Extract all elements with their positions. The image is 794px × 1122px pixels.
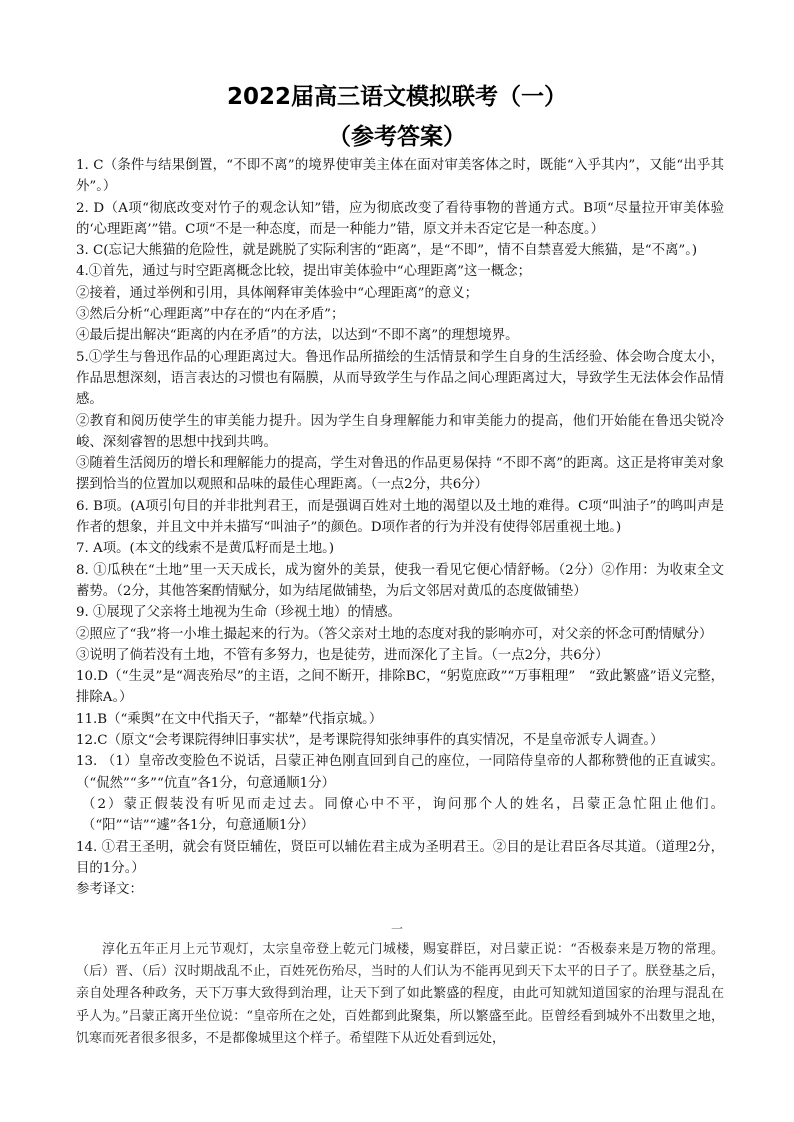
answer-item: 7. A项。(本文的线索不是黄瓜籽而是土地。) [76, 541, 335, 557]
answer-item: 6. B项。(A项引句目的并非批判君王，而是强调百姓对土地的渴望以及土地的难得。C项“叫油子”的鸣叫声是作者的想象，并且文中并未描写“叫油子”的颜色。D项作者的行为并没有使得邻居重视土地。) [76, 498, 724, 536]
answer-item: ③随着生活阅历的增长和理解能力的提高，学生对鲁迅的作品更易保持 “不即不离”的距离。这正是将审美对象摆到恰当的位置加以观照和品味的最佳心理距离。（一点2分，共6分） [76, 456, 724, 493]
document-subtitle: （参考答案） [328, 124, 466, 150]
answer-item: 8. ①瓜秧在“土地”里一天天成长，成为窗外的美景，使我一看见它便心情舒畅。（2分）②作用：为收束全文蓄势。（2分，其他答案酌情赋分，如为结尾做铺垫，为后文邻居对黄瓜的态度做铺垫） [76, 562, 724, 599]
document-title: 2022届高三语文模拟联考（一） [226, 84, 567, 110]
answer-item: 9. ①展现了父亲将土地视为生命（珍视土地）的情感。 [76, 605, 402, 621]
translation-heading: 参考译文： [76, 882, 143, 898]
translation-paragraph: 淳化五年正月上元节观灯，太宗皇帝登上乾元门城楼，赐宴群臣，对吕蒙正说：“否极泰来是万物的常理。（后）晋、（后）汉时期战乱不止，百姓死伤殆尽，当时的人们认为不能再见到天下太平的日子了。朕登基之后，亲自处理各种政务，天下万事大致得到治理，让天下到了如此繁盛的程度，由此可知就知道国家的治理与混乱在乎人为。”吕蒙正离开坐位说：“皇帝所在之处，百姓都到此聚集，所以繁盛至此。臣曾经看到城外不出数里之地，饥寒而死者很多很多，不是都像城里这个样子。希望陛下从近处看到远处， [76, 942, 724, 1046]
answer-item: 10.D（“生灵”是“凋丧殆尽”的主语，之间不断开，排除BC，“躬览庶政”“万事粗理” “致此繁盛”语义完整，排除A。） [76, 669, 724, 706]
answer-item: 2. D（A项“彻底改变对竹子的观念认知”错，应为彻底改变了看待事物的普通方式。B项“尽量拉开审美体验的‘心理距离’”错。C项“不是一种态度，而是一种能力”错，原文并未否定它是一种态度。） [76, 200, 724, 237]
answer-item: ④最后提出解决“距离的内在矛盾”的方法，以达到“不即不离”的理想境界。 [76, 328, 519, 344]
section-mark: 一 [390, 922, 403, 936]
answer-item: 12.C（原文“会考课院得绅旧事实状”，是考课院得知张绅事件的真实情况，不是皇帝派专人调查。） [76, 733, 664, 749]
answer-item: 4.①首先，通过与时空距离概念比较，提出审美体验中“心理距离”这一概念； [76, 264, 531, 280]
answer-item: ③说明了倘若没有土地，不管有多努力，也是徒劳，进而深化了主旨。（一点2分，共6分） [76, 647, 609, 663]
answer-item: 11.B（“乘舆”在文中代指天子，“都辇”代指京城。） [76, 711, 383, 727]
answer-item: 1. C（条件与结果倒置，“不即不离”的境界使审美主体在面对审美客体之时，既能“入乎其内”，又能“出乎其外”。） [76, 158, 724, 195]
answer-item: 14. ①君王圣明，就会有贤臣辅佐，贤臣可以辅佐君主成为圣明君王。②目的是让君臣各尽其道。（道理2分，目的1分。） [76, 839, 724, 876]
answer-item: ②接着，通过举例和引用，具体阐释审美体验中“心理距离”的意义； [76, 285, 479, 301]
answer-item: 3. C(忘记大熊猫的危险性，就是跳脱了实际利害的“距离”，是“不即”，情不自禁喜爱大熊猫，是“不离”。) [76, 243, 698, 259]
answer-item: 13. （1）皇帝改变脸色不说话，吕蒙正神色刚直回到自己的座位，一同陪侍皇帝的人都称赞他的正直诚实。（“侃然”“多”“伉直”各1分，句意通顺1分） [76, 754, 724, 791]
answer-item: 5.①学生与鲁迅作品的心理距离过大。鲁迅作品所描绘的生活情景和学生自身的生活经验、体会吻合度太小，作品思想深刻，语言表达的习惯也有隔膜，从而导致学生与作品之间心理距离过大，导致学生无法体会作品情感。 [76, 349, 724, 408]
answer-item: ②照应了“我”将一小堆土撮起来的行为。（答父亲对土地的态度对我的影响亦可，对父亲的怀念可酌情赋分） [76, 626, 713, 642]
answer-item: （2）蒙正假装没有听见而走过去。同僚心中不平，询问那个人的姓名，吕蒙正急忙阻止他们。（“阳”“诘”“遽”各1分，句意通顺1分） [82, 796, 724, 834]
answer-list [76, 155, 724, 900]
answer-item: ②教育和阅历使学生的审美能力提升。因为学生自身理解能力和审美能力的提高，他们开始能在鲁迅尖锐冷峻、深刻睿智的思想中找到共鸣。 [76, 413, 724, 450]
answer-item: ③然后分析“心理距离”中存在的“内在矛盾”； [76, 307, 345, 323]
